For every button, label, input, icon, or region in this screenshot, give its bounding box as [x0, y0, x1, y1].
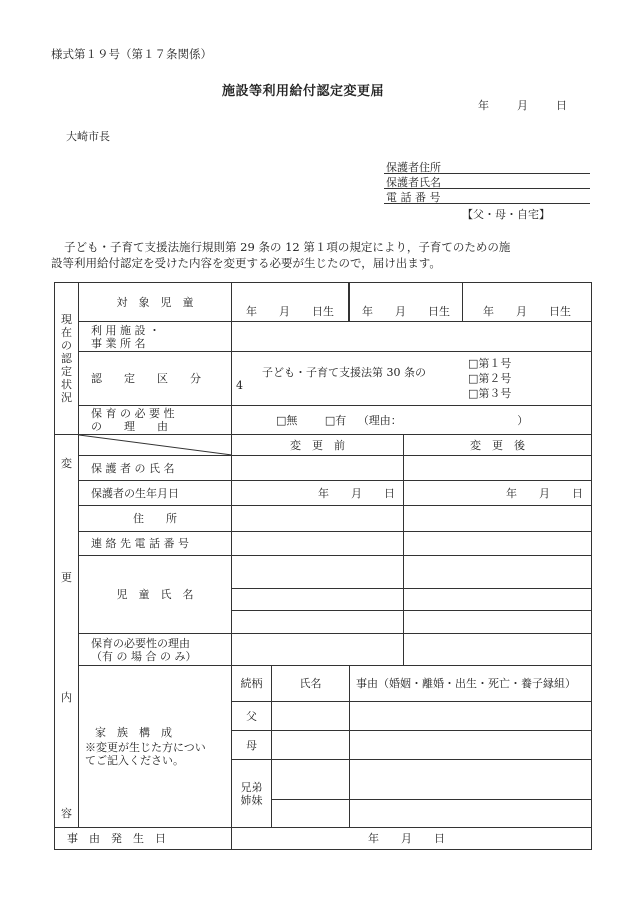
phone-after[interactable]	[404, 532, 592, 556]
diagonal-line	[79, 435, 232, 455]
guardian-name-before[interactable]	[232, 456, 404, 481]
phone-change-label: 連 絡 先 電 話 番 号	[79, 532, 232, 556]
cert-option-1[interactable]: □第１号	[468, 357, 512, 370]
cert-category-cell	[232, 352, 592, 406]
cert-text: 子ども・子育て支援法第 30 条の	[262, 365, 426, 379]
guardian-name-after[interactable]	[404, 456, 592, 481]
necessity-before[interactable]	[232, 634, 404, 666]
date-day-label: 日	[556, 99, 567, 112]
sibling-name-input-2[interactable]	[272, 800, 350, 828]
intro-line-1: 子ども・子育て支援法施行規則第 29 条の 12 第１項の規定により，子育てのための施	[64, 240, 511, 254]
change-section-label: 変 更 内 容	[55, 435, 79, 828]
child-name-after-3[interactable]	[404, 611, 592, 634]
before-header: 変 更 前	[232, 435, 404, 456]
sibling-reason-input-2[interactable]	[350, 800, 592, 828]
facility-input[interactable]	[232, 322, 592, 352]
child-name-after-2[interactable]	[404, 589, 592, 611]
guardian-phone-line[interactable]	[384, 203, 590, 204]
family-label: 家 族 構 成	[95, 726, 172, 739]
necessity-reason-field[interactable]: （理由： ）	[357, 413, 529, 427]
child-name-after-1[interactable]	[404, 556, 592, 589]
name-header: 氏名	[272, 666, 350, 702]
mother-name-input[interactable]	[272, 731, 350, 760]
guardian-name-change-label: 保 護 者 の 氏 名	[79, 456, 232, 481]
mother-reason-input[interactable]	[350, 731, 592, 760]
child-name-change-label: 児 童 氏 名	[79, 556, 232, 634]
occurrence-date-field[interactable]: 年 月 日	[232, 828, 592, 850]
form-title: 施設等利用給付認定変更届	[222, 84, 385, 99]
necessity-none-checkbox[interactable]: □無	[276, 413, 298, 427]
guardian-phone-label: 電 話 番 号	[386, 191, 441, 204]
addressee: 大崎市長	[66, 130, 110, 143]
address-before[interactable]	[232, 506, 404, 532]
child-birth-2: 年 月 日生	[362, 305, 450, 318]
form-table	[54, 282, 592, 850]
change-necessity-label: 保育の必要性の理由 （有 の 場 合 の み）	[79, 634, 232, 666]
reason-header: 事由（婚姻・離婚・出生・死亡・養子縁組）	[350, 666, 592, 702]
facility-label: 利 用 施 設 ・ 事 業 所 名	[79, 322, 232, 352]
child-birth-1[interactable]: 年 月 日生	[232, 283, 349, 321]
relation-mother: 母	[232, 731, 272, 760]
current-necessity-label: 保 育 の 必 要 性 の 理 由	[79, 406, 232, 435]
relation-father: 父	[232, 702, 272, 731]
target-child-label: 対 象 児 童	[79, 283, 232, 322]
cert-option-3[interactable]: □第３号	[468, 387, 512, 400]
child-name-before-1[interactable]	[232, 556, 404, 589]
necessity-options-cell	[232, 406, 592, 435]
child-birth-3: 年 月 日生	[483, 305, 571, 318]
occurrence-date-label: 事 由 発 生 日	[55, 828, 232, 850]
necessity-yes-checkbox[interactable]: □有	[324, 413, 347, 427]
guardian-name-label: 保護者氏名	[386, 176, 441, 189]
address-after[interactable]	[404, 506, 592, 532]
relation-note: 【父・母・自宅】	[462, 208, 550, 221]
address-change-label: 住 所	[79, 506, 232, 532]
form-number: 様式第１９号（第１７条関係）	[51, 47, 212, 61]
family-label-cell	[79, 666, 232, 828]
child-name-before-2[interactable]	[232, 589, 404, 611]
relation-siblings: 兄弟 姉妹	[232, 760, 272, 828]
necessity-after[interactable]	[404, 634, 592, 666]
family-note-2: てご記入ください。	[85, 754, 184, 767]
phone-before[interactable]	[232, 532, 404, 556]
target-child-birth-cells	[232, 283, 350, 322]
current-section-label: 現 在 の 認 定 状 況	[55, 283, 79, 435]
cert-option-2[interactable]: □第２号	[468, 372, 512, 385]
child-name-before-3[interactable]	[232, 611, 404, 634]
sibling-name-input-1[interactable]	[272, 760, 350, 800]
intro-line-2: 設等利用給付認定を受けた内容を変更する必要が生じたので，届け出ます。	[51, 256, 441, 270]
cert-category-label: 認 定 区 分	[79, 352, 232, 406]
guardian-birth-change-label: 保護者の生年月日	[79, 481, 232, 506]
date-year-label: 年	[478, 99, 489, 112]
guardian-birth-after[interactable]: 年 月 日	[404, 481, 592, 506]
family-note-1: ※変更が生じた方につい	[85, 741, 206, 754]
date-month-label: 月	[517, 99, 528, 112]
diagonal-cell	[79, 435, 232, 456]
child-birth-3-cell[interactable]	[463, 283, 592, 322]
guardian-birth-before[interactable]: 年 月 日	[232, 481, 404, 506]
father-name-input[interactable]	[272, 702, 350, 731]
guardian-address-label: 保護者住所	[386, 161, 441, 174]
child-birth-2-cell[interactable]	[350, 283, 463, 322]
relation-header: 続柄	[232, 666, 272, 702]
sibling-reason-input-1[interactable]	[350, 760, 592, 800]
cert-suffix: 4	[236, 378, 243, 392]
after-header: 変 更 後	[404, 435, 592, 456]
father-reason-input[interactable]	[350, 702, 592, 731]
